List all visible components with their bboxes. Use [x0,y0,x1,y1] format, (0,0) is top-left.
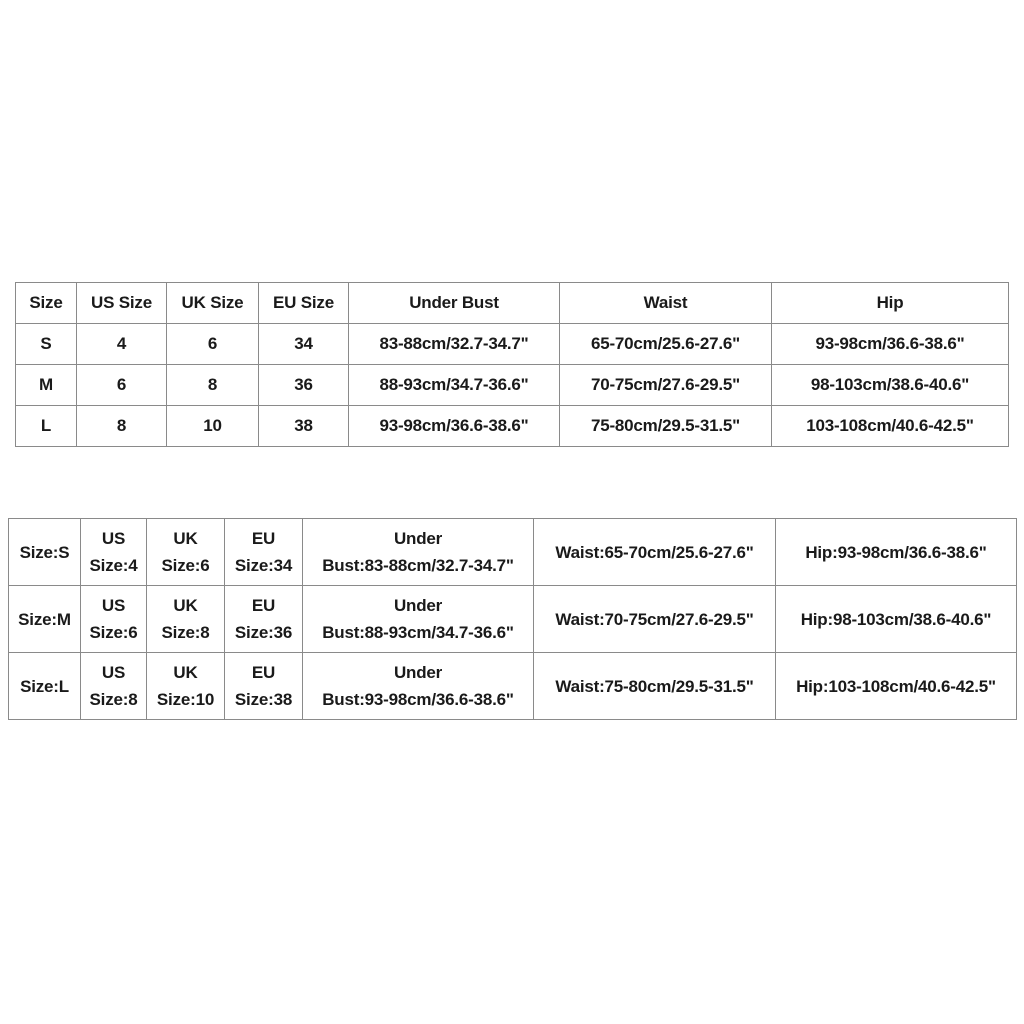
size-chart-table-1 [15,282,1009,447]
cell-uk-size [147,586,225,653]
table-row [9,519,1017,586]
header-cell-hip: Hip [772,283,1009,324]
cell-eu-size: 36 [259,365,349,406]
cell-eu-size [225,519,303,586]
table-row [16,365,1009,406]
cell-uk-size: 10 [167,406,259,447]
cell-line: US [101,596,126,615]
header-cell-uk-size: UK Size [167,283,259,324]
cell-waist: 70-75cm/27.6-29.5" [560,365,772,406]
size-chart-table-2 [8,518,1017,720]
cell-size: M [16,365,77,406]
cell-line: US [101,663,126,682]
cell-under-bust: 88-93cm/34.7-36.6" [349,365,560,406]
cell-line: Size:10 [156,690,215,709]
cell-us-size: 8 [77,406,167,447]
cell-under-bust [303,519,534,586]
cell-size: L [16,406,77,447]
cell-line: Under [393,529,443,548]
cell-eu-size: 34 [259,324,349,365]
cell-uk-size: 8 [167,365,259,406]
cell-line: Size:38 [234,690,293,709]
cell-line: Size:6 [161,556,210,575]
cell-waist: 65-70cm/25.6-27.6" [560,324,772,365]
cell-line: Bust:93-98cm/36.6-38.6" [322,690,514,709]
header-cell-under-bust: Under Bust [349,283,560,324]
cell-waist: Waist:75-80cm/29.5-31.5" [534,653,776,720]
cell-under-bust [303,653,534,720]
table-row [9,586,1017,653]
table-row [16,324,1009,365]
cell-line: Size:36 [234,623,293,642]
cell-size: Size:S [9,519,81,586]
header-cell-size: Size [16,283,77,324]
table-row [16,406,1009,447]
cell-line: UK [173,529,198,548]
cell-uk-size: 6 [167,324,259,365]
cell-eu-size [225,586,303,653]
cell-size: Size:L [9,653,81,720]
cell-under-bust: 93-98cm/36.6-38.6" [349,406,560,447]
header-cell-eu-size: EU Size [259,283,349,324]
cell-hip: 93-98cm/36.6-38.6" [772,324,1009,365]
cell-line: Under [393,663,443,682]
cell-line: EU [251,529,276,548]
cell-hip: Hip:103-108cm/40.6-42.5" [776,653,1017,720]
table-row [9,653,1017,720]
cell-line: Size:8 [89,690,138,709]
cell-us-size [81,586,147,653]
cell-waist: Waist:70-75cm/27.6-29.5" [534,586,776,653]
cell-eu-size: 38 [259,406,349,447]
cell-hip: Hip:93-98cm/36.6-38.6" [776,519,1017,586]
cell-line: Bust:88-93cm/34.7-36.6" [322,623,514,642]
cell-line: EU [251,663,276,682]
cell-line: UK [173,596,198,615]
cell-us-size: 6 [77,365,167,406]
cell-waist: 75-80cm/29.5-31.5" [560,406,772,447]
cell-us-size: 4 [77,324,167,365]
cell-line: EU [251,596,276,615]
cell-eu-size [225,653,303,720]
cell-under-bust [303,586,534,653]
cell-line: UK [173,663,198,682]
header-cell-us-size: US Size [77,283,167,324]
cell-waist: Waist:65-70cm/25.6-27.6" [534,519,776,586]
cell-size: Size:M [9,586,81,653]
cell-line: Size:34 [234,556,293,575]
cell-us-size [81,653,147,720]
cell-line: Size:6 [89,623,138,642]
cell-uk-size [147,519,225,586]
cell-line: US [101,529,126,548]
cell-us-size [81,519,147,586]
header-cell-waist: Waist [560,283,772,324]
cell-hip: Hip:98-103cm/38.6-40.6" [776,586,1017,653]
cell-line: Under [393,596,443,615]
cell-line: Bust:83-88cm/32.7-34.7" [322,556,514,575]
cell-hip: 98-103cm/38.6-40.6" [772,365,1009,406]
cell-under-bust: 83-88cm/32.7-34.7" [349,324,560,365]
cell-line: Size:8 [161,623,210,642]
cell-hip: 103-108cm/40.6-42.5" [772,406,1009,447]
cell-size: S [16,324,77,365]
cell-line: Size:4 [89,556,138,575]
cell-uk-size [147,653,225,720]
table-header-row [16,283,1009,324]
